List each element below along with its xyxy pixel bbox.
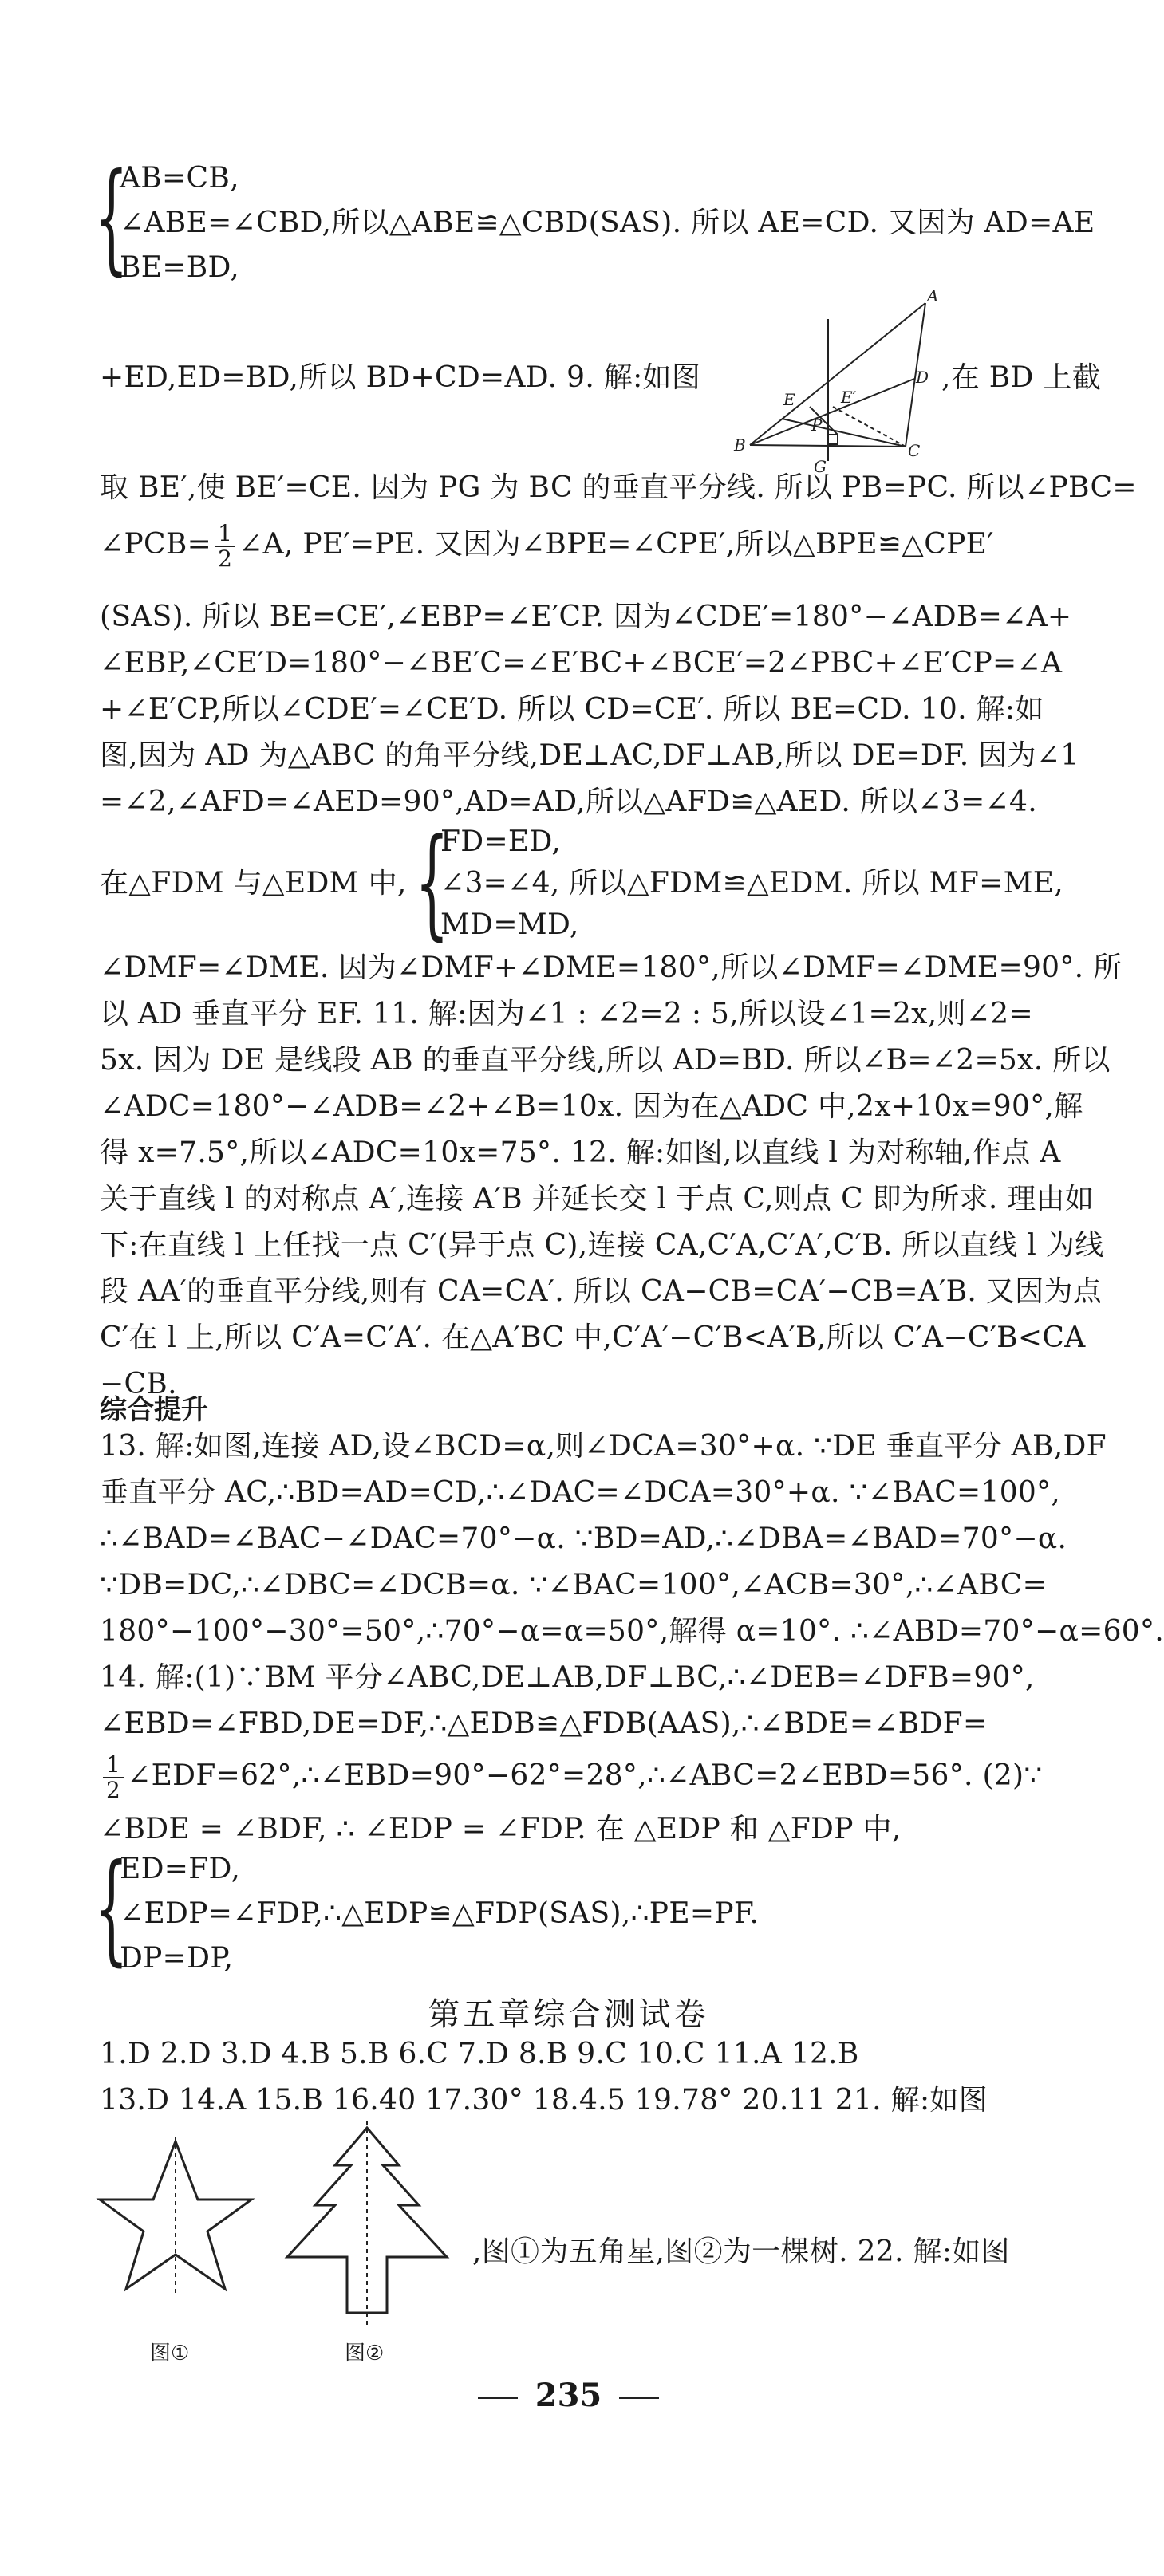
text-line: 5x. 因为 DE 是线段 AB 的垂直平分线,所以 AD=BD. 所以∠B=∠2=5x. 所以 <box>100 1044 1111 1077</box>
section-heading: 综合提升 <box>100 1394 208 1426</box>
fraction-numerator: 1 <box>215 522 235 547</box>
text-line: 在△FDM 与△EDM 中, <box>100 867 407 900</box>
text-line: ∠EBD=∠FBD,DE=DF,∴△EDB≌△FDB(AAS),∴∠BDE=∠BDF= <box>100 1707 988 1740</box>
fraction-half <box>103 1753 124 1802</box>
answer-line: 13.D 14.A 15.B 16.40 17.30° 18.4.5 19.78° 20.11 21. 解:如图 <box>100 2084 988 2117</box>
text-line-fraction <box>100 1753 1097 1802</box>
text-line: (SAS). 所以 BE=CE′,∠EBP=∠E′CP. 因为∠CDE′=180°−∠ADB=∠A+ <box>100 601 1072 633</box>
text-line: 以 AD 垂直平分 EF. 11. 解:因为∠1 : ∠2=2 : 5,所以设∠1=2x,则∠2= <box>100 998 1033 1030</box>
text-line-fraction <box>100 522 1097 571</box>
text-line: 段 AA′的垂直平分线,则有 CA=CA′. 所以 CA−CB=CA′−CB=A′B. 又因为点 <box>100 1275 1103 1308</box>
text-segment: ∠A, PE′=PE. 又因为∠BPE=∠CPE′,所以△BPE≌△CPE′ <box>239 528 994 561</box>
fig9-label-a: A <box>927 286 939 305</box>
text-line: −CB. <box>100 1368 177 1400</box>
fig9-label-g: G <box>814 457 827 476</box>
fraction-numerator: 1 <box>103 1753 124 1778</box>
text-line: MD=MD, <box>440 908 579 941</box>
brace-mid: { <box>415 813 449 952</box>
text-line: 垂直平分 AC,∴BD=AD=CD,∴∠DAC=∠DCA=30°+α. ∵∠BAC=100°, <box>100 1476 1061 1509</box>
text-line: +∠E′CP,所以∠CDE′=∠CE′D. 所以 CD=CE′. 所以 BE=CD. 10. 解:如 <box>100 693 1044 726</box>
fig9-label-e-prime: E′ <box>841 388 857 407</box>
text-line: AB=CB, <box>120 162 239 195</box>
text-line: ∠EDP=∠FDP,∴△EDP≌△FDP(SAS),∴PE=PF. <box>120 1897 760 1930</box>
text-line: 13. 解:如图,连接 AD,设∠BCD=α,则∠DCA=30°+α. ∵DE 垂直平分 AB,DF <box>100 1430 1107 1463</box>
chapter-title: 第五章综合测试卷 <box>428 1996 709 2033</box>
text-line: ∴∠BAD=∠BAC−∠DAC=70°−α. ∵BD=AD,∴∠DBA=∠BAD=70°−α. <box>100 1522 1067 1555</box>
fraction-denominator: 2 <box>218 546 233 572</box>
text-line: 下:在直线 l 上任找一点 C′(异于点 C),连接 CA,C′A,C′A′,C′B. 所以直线 l 为线 <box>100 1229 1104 1262</box>
text-line: BE=BD, <box>120 251 240 284</box>
text-segment: ∠EDF=62°,∴∠EBD=90°−62°=28°,∴∠ABC=2∠EBD=56°. (2)∵ <box>127 1759 1043 1792</box>
text-line: 得 x=7.5°,所以∠ADC=10x=75°. 12. 解:如图,以直线 l 为对称轴,作点 A <box>100 1136 1061 1169</box>
text-line: ∵DB=DC,∴∠DBC=∠DCB=α. ∵∠BAC=100°,∠ACB=30°,∴∠ABC= <box>100 1569 1048 1601</box>
figure-caption-2: 图② <box>345 2342 385 2365</box>
fig9-label-e: E <box>783 390 795 409</box>
fig9-label-p: P <box>811 416 823 435</box>
brace-end: { <box>94 1839 128 1978</box>
answer-line: 1.D 2.D 3.D 4.B 5.B 6.C 7.D 8.B 9.C 10.C 11.A 12.B <box>100 2038 859 2070</box>
text-line: 取 BE′,使 BE′=CE. 因为 PG 为 BC 的垂直平分线. 所以 PB=PC. 所以∠PBC= <box>100 471 1137 504</box>
text-line: ED=FD, <box>120 1853 241 1885</box>
text-line: 14. 解:(1)∵BM 平分∠ABC,DE⊥AB,DF⊥BC,∴∠DEB=∠DFB=90°, <box>100 1661 1035 1694</box>
text-line: ,图①为五角星,图②为一棵树. 22. 解:如图 <box>472 2235 1010 2268</box>
text-line: +ED,ED=BD,所以 BD+CD=AD. 9. 解:如图 <box>100 361 701 394</box>
text-line: ∠EBP,∠CE′D=180°−∠BE′C=∠E′BC+∠BCE′=2∠PBC+∠E′CP=∠A <box>100 647 1063 679</box>
brace-top: { <box>94 148 128 287</box>
figure-problem-9 <box>734 286 939 479</box>
text-line: C′在 l 上,所以 C′A=C′A′. 在△A′BC 中,C′A′−C′B<A′B,所以 C′A−C′B<CA <box>100 1321 1086 1354</box>
text-line: ∠DMF=∠DME. 因为∠DMF+∠DME=180°,所以∠DMF=∠DME=90°. 所 <box>100 951 1123 984</box>
figure-tree <box>279 2121 455 2329</box>
divider <box>478 2397 518 2399</box>
text-line: ∠3=∠4, 所以△FDM≌△EDM. 所以 MF=ME, <box>440 867 1064 900</box>
figure-caption-1: 图① <box>150 2342 190 2365</box>
text-line: ∠BDE = ∠BDF, ∴ ∠EDP = ∠FDP. 在 △EDP 和 △FDP 中, <box>100 1813 902 1845</box>
divider <box>619 2397 659 2399</box>
text-line: ,在 BD 上截 <box>941 361 1102 394</box>
text-line: 关于直线 l 的对称点 A′,连接 A′B 并延长交 l 于点 C,则点 C 即为所求. 理由如 <box>100 1183 1095 1215</box>
text-line: DP=DP, <box>120 1942 234 1975</box>
figure-star <box>96 2137 255 2297</box>
fraction-denominator: 2 <box>106 1777 121 1803</box>
text-line: ∠ABE=∠CBD,所以△ABE≌△CBD(SAS). 所以 AE=CD. 又因为 AD=AE <box>120 207 1095 239</box>
page-number <box>0 2377 1137 2414</box>
fig9-label-c: C <box>908 441 921 460</box>
text-line: =∠2,∠AFD=∠AED=90°,AD=AD,所以△AFD≌△AED. 所以∠3=∠4. <box>100 786 1037 818</box>
text-line: FD=ED, <box>440 825 562 858</box>
text-line: ∠ADC=180°−∠ADB=∠2+∠B=10x. 因为在△ADC 中,2x+10x=90°,解 <box>100 1090 1083 1123</box>
fig9-label-d: D <box>916 368 929 387</box>
page-number-text: 235 <box>535 2377 602 2414</box>
text-line: 180°−100°−30°=50°,∴70°−α=α=50°,解得 α=10°. ∴∠ABD=70°−α=60°. <box>100 1615 1164 1648</box>
text-line: 图,因为 AD 为△ABC 的角平分线,DE⊥AC,DF⊥AB,所以 DE=DF. 因为∠1 <box>100 739 1079 772</box>
text-segment: ∠PCB= <box>100 528 212 561</box>
fig9-label-b: B <box>734 435 746 455</box>
fraction-half <box>215 522 235 571</box>
